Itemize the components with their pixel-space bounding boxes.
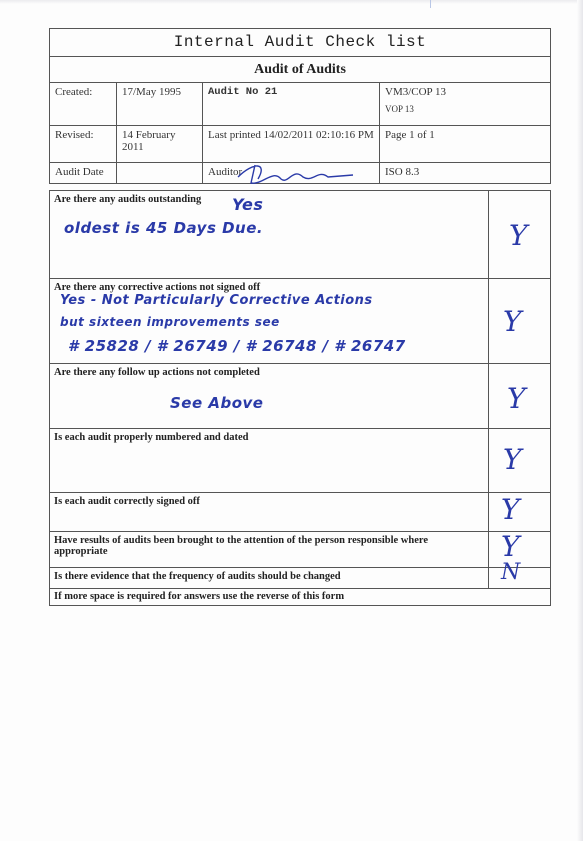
question-text	[50, 493, 489, 531]
created-row	[50, 83, 550, 126]
auditor-cell	[203, 163, 380, 183]
question-row	[50, 429, 550, 493]
questions-table	[49, 190, 551, 606]
audit-date-value	[117, 163, 203, 183]
title-row	[50, 29, 550, 57]
revised-label: Revised:	[50, 126, 117, 162]
answer-cell	[489, 191, 550, 278]
page-count: Page 1 of 1	[385, 129, 435, 141]
question-text	[50, 429, 489, 492]
question-text	[50, 568, 489, 588]
document-title: Internal Audit Check list	[173, 33, 427, 51]
answer-cell	[489, 493, 550, 531]
handwritten-answer: Yes	[232, 195, 264, 214]
question-text	[50, 532, 489, 567]
iso-reference: ISO 8.3	[385, 166, 420, 178]
question-label: Are there any audits outstanding	[54, 194, 202, 205]
revised-value: 14 February 2011	[117, 126, 203, 162]
question-text	[50, 279, 489, 363]
auditor-signature	[233, 157, 363, 187]
answer-cell	[489, 560, 550, 588]
question-label: Are there any corrective actions not signed off	[54, 282, 261, 293]
audit-number: Audit No 21	[203, 83, 380, 125]
created-value: 17/May 1995	[117, 83, 203, 125]
last-printed: Last printed 14/02/2011 02:10:16 PM	[203, 126, 380, 162]
scan-edge-shadow	[577, 0, 583, 841]
question-label: Have results of audits been brought to the attention of the person responsible where appropriate	[54, 535, 429, 557]
answer-cell	[489, 279, 550, 363]
document-subtitle: Audit of Audits	[254, 62, 346, 77]
handwritten-answer: but sixteen improvements see	[60, 315, 280, 329]
question-row	[50, 493, 550, 532]
answer-mark: Y	[503, 305, 522, 338]
question-row	[50, 364, 550, 429]
question-label: Is there evidence that the frequency of audits should be changed	[54, 571, 341, 582]
handwritten-answer: # 25828 / # 26749 / # 26748 / # 26747	[68, 337, 406, 355]
reference-code-small: VOP 13	[385, 104, 414, 114]
audit-date-label: Audit Date	[50, 163, 117, 183]
question-label: Is each audit properly numbered and dated	[54, 432, 249, 443]
question-row	[50, 191, 550, 279]
question-row	[50, 560, 550, 589]
question-label: Is each audit correctly signed off	[54, 496, 200, 507]
answer-mark: Y	[507, 382, 526, 415]
scan-mark	[430, 0, 431, 8]
question-row	[50, 279, 550, 364]
footer-note: If more space is required for answers use the reverse of this form	[54, 591, 345, 602]
answer-mark: Y	[501, 493, 520, 526]
question-text	[50, 191, 489, 278]
question-text	[50, 364, 489, 428]
handwritten-answer: See Above	[170, 394, 264, 412]
answer-mark: Y	[501, 530, 520, 563]
question-label: Are there any follow up actions not completed	[54, 367, 260, 378]
question-row	[50, 532, 550, 568]
reference-cell	[380, 83, 550, 125]
created-label: Created:	[50, 83, 117, 125]
header-table	[49, 28, 551, 184]
audit-date-row	[50, 163, 550, 183]
subtitle-row	[50, 57, 550, 83]
auditor-label: Auditor	[208, 166, 243, 178]
answer-cell	[489, 429, 550, 492]
answer-mark: Y	[509, 219, 528, 252]
answer-mark: N	[501, 560, 521, 585]
answer-mark: Y	[503, 443, 522, 476]
answer-cell	[489, 364, 550, 428]
scan-top-shadow	[0, 0, 583, 4]
footer-row	[50, 589, 550, 605]
handwritten-answer: Yes - Not Particularly Corrective Actions	[60, 293, 373, 308]
reference-code: VM3/COP 13	[385, 86, 447, 98]
handwritten-answer: oldest is 45 Days Due.	[64, 219, 264, 237]
